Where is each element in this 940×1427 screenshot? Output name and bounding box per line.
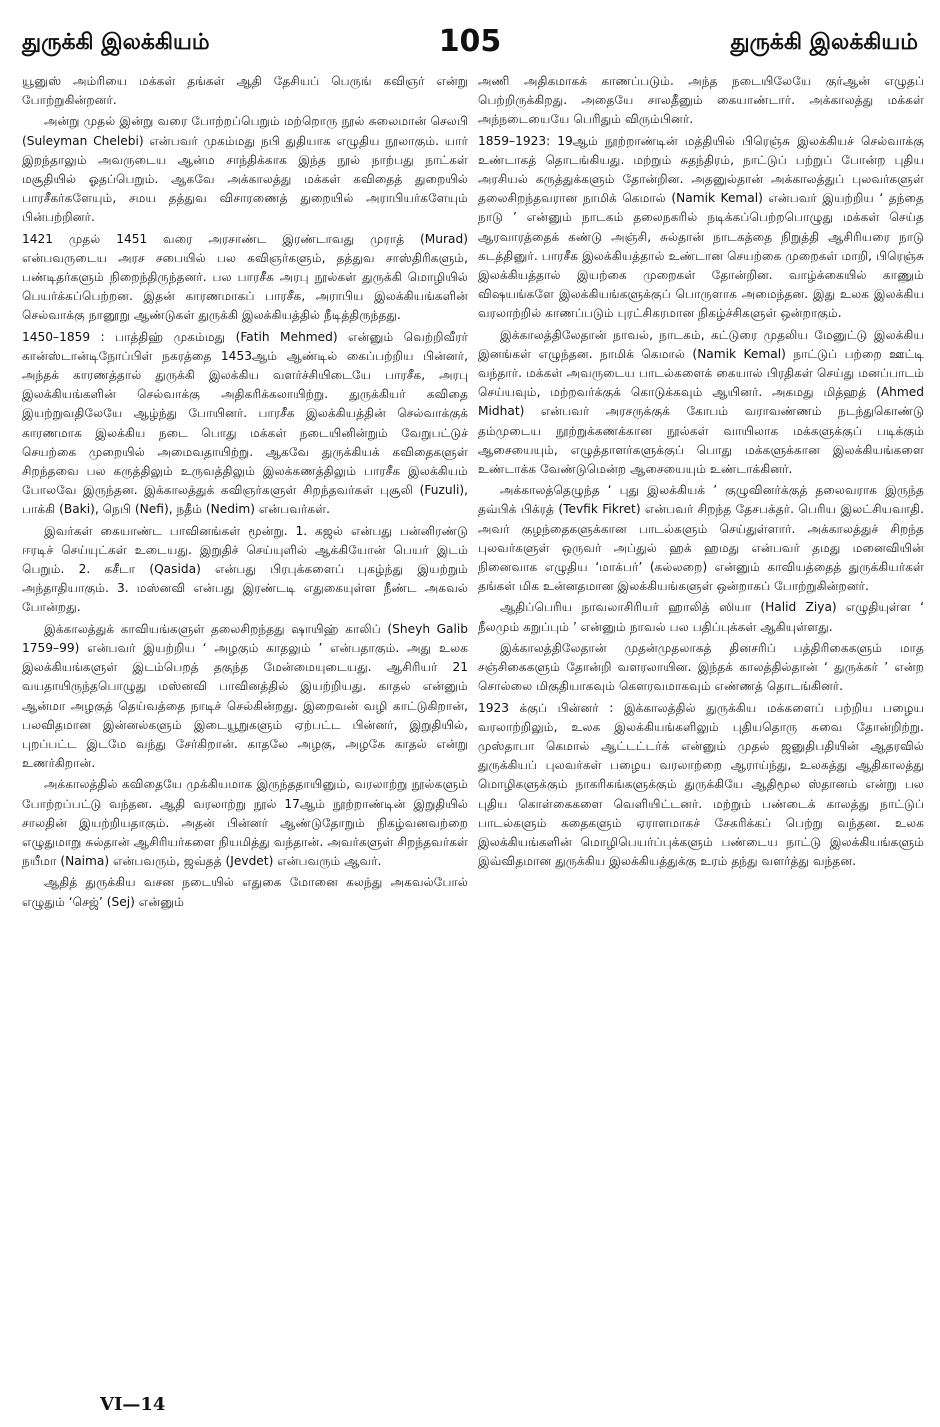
left-column <box>22 72 468 1372</box>
page-header <box>22 24 918 64</box>
paragraph: ஆதிப்பெரிய நாவலாசிரியர் ஹாலித் ஸியா (Halid Ziya) எழுதியுள்ள ‘ நீலமும் கறுப்பும் ’ என்னும் நாவல் பல பதிப்புக்கள் ஆகியுள்ளது. <box>478 600 924 634</box>
paragraph: 1450–1859 : பாத்திஹ் முகம்மது (Fatih Mehmed) என்னும் வெற்றிவீரர் கான்ஸ்டான்டிநோப்பிள் நகரத்தை 1453ஆம் ஆண்டில் கைப்பற்றிய பின்னர், அந்தக் காரணத்தால் துருக்கி இலக்கிய வளர்ச்சியிடையே பாரசீக, அரபு இலக்கியங்களின் செல்வாக்கு அதிகரிக்கலாயிற்று. துருக்கியர் கவிதை இயற்றுவதிலேயே ஆழ்ந்து போயினர். பாரசீக இலக்கியத்தின் செல்வாக்குக் காரணமாக இலக்கிய நடை பொது மக்கள் நடையினின்றும் வேறுபட்டுச் செயற்கை முறையில் அமைவதாயிற்று. ஆகவே துருக்கியக் கவிதைகளுள் சிறந்தவை பல கருத்திலும் உருவத்திலும் இலக்கணத்திலும் பாரசீக இலக்கியம் போலவே இருந்தன. இக்காலத்துக் கவிஞர்களுள் சிறந்தவர்கள் புசூலி (Fuzuli), பாக்கி (Baki), நெபி (Nefi), நதீம் (Nedim) என்பவர்கள். <box>22 329 468 517</box>
running-title-left: துருக்கி இலக்கியம் <box>22 30 210 55</box>
paragraph: அக்காலத்தில் கவிதையே முக்கியமாக இருந்ததாயினும், வரலாற்று நூல்களும் போற்றப்பட்டு வந்தன. ஆதி வரலாற்று நூல் 17ஆம் நூற்றாண்டின் இறுதியில் சாலதின் இயற்றியதாகும். அதன் பின்னர் ஆண்டுதோறும் நிகழ்வனவற்றை எழுதுமாறு சுல்தான் ஆசிரியர்களை நியமித்து வந்தான். அவர்களுள் சிறந்தவர்கள் நயீமா (Naima) என்பவரும், ஜவ்தத் (Jevdet) என்பவரும் ஆவர். <box>22 777 468 869</box>
right-column <box>478 72 924 1372</box>
paragraph: அணி அதிகமாகக் காணப்படும். அந்த நடையிலேயே குர்ஆன் எழுதப் பெற்றிருக்கிறது. அதையே சாலதீனும் கையாண்டார். அக்காலத்து மக்கள் அந்நடையையே பெரிதும் விரும்பினர். <box>478 74 924 127</box>
paragraph: யூனுஸ் அம்ரியை மக்கள் தங்கள் ஆதி தேசியப் பெருங் கவிஞர் என்று போற்றுகின்றனர். <box>22 74 468 108</box>
paragraph: 1421 முதல் 1451 வரை அரசாண்ட இரண்டாவது முராத் (Murad) என்பவருடைய அரச சபையில் பல கவிஞர்களும், தத்துவ சாஸ்திரிகளும், பண்டிதர்களும் நிறைந்திருந்தனர். பல பாரசீக அரபு நூல்கள் துருக்கி மொழியில் பெயர்க்கப்பெற்றன. இதன் காரணமாகப் பாரசீக, அராபிய இலக்கியங்களின் செல்வாக்கு நானூறு ஆண்டுகள் துருக்கி இலக்கியத்தில் நீடித்திருந்தது. <box>22 231 468 323</box>
paragraph: இக்காலத்திலேதான் நாவல், நாடகம், கட்டுரை முதலிய மேனுட்டு இலக்கிய இனங்கள் எழுந்தன. நாமிக் கெமால் (Namik Kemal) நாட்டுப் பற்றை ஊட்டி வந்தார். மக்கள் அவருடைய பாடல்களைக் கையால் பிரதிகள் செய்து மனப்பாடம் செய்யவும், மற்றவர்க்குக் கொடுக்கவும் ஆயினர். அகமது மித்ஹத் (Ahmed Midhat) என்பவர் அரசருக்குக் கோபம் வராவண்ணம் நடந்துகொண்டு தம்முடைய நூற்றுக்கணக்கான நூல்கள் வாயிலாக மக்களுக்குப் படிக்கும் ஆசையையும், எழுத்தாளர்களுக்குப் பொது மக்களுக்கான இலக்கியங்களை உண்டாக்க வேண்டுமென்ற ஆசையையும் உண்டாக்கினர். <box>478 327 924 477</box>
paragraph: ஆதித் துருக்கிய வசன நடையில் எதுகை மோனை கலந்து அகவல்போல் எழுதும் ‘செஜ்’ (Sej) என்னும் <box>22 875 468 909</box>
paragraph: 1923 க்குப் பின்னர் : இக்காலத்தில் துருக்கிய மக்களைப் பற்றிய பழைய வரலாற்றிலும், உலக இலக்கியங்களிலும் புதியதொரு சுவை தோன்றிற்று. முஸ்தாபா கெமால் ஆட்டட்டர்க் என்னும் முதல் ஜனுதிபதியின் ஆதரவில் துருக்கியப் புலவர்கள் பழைய வரலாற்றை ஆராய்ந்து, உலகத்து ஆதிகாலத்து மொழிகளுக்கும் நாகரிகங்களுக்கும் துருக்கியே ஆதிமூல ஸ்தானம் என்று பல புதிய கொள்கைகளை வெளியிட்டனர். மற்றும் பண்டைக் காலத்து நாட்டுப் பாடல்களும் கதைகளும் ஏராளமாகச் சேகரிக்கப் பெற்று வந்தன. உலக இலக்கியங்களின் மொழிபெயர்ப்புக்களும் பண்டைய நாட்டு இலக்கியங்களும் இவ்விதமான துருக்கிய இலக்கியத்துக்கு உரம் தந்து வளர்த்து வந்தன. <box>478 700 924 869</box>
page-number: 105 <box>438 24 502 59</box>
paragraph: அக்காலத்தெழுந்த ‘ புது இலக்கியக் ’ குழுவினர்க்குத் தலைவராக இருந்த தவ்பிக் பிக்ரத் (Tevfik Fikret) என்பவர் சிறந்த தேசபக்தர். பெரிய இலட்சியவாதி. அவர் குழந்தைகளுக்கான பாடல்களும் செய்துள்ளார். அக்காலத்துச் சிறந்த புலவர்களுள் ஒருவர் அப்துல் ஹக் ஹமது என்பவர் தமது மனைவியின் நினைவாக எழுதிய ‘மாக்பர்’ (கல்லறை) என்னும் காவியத்தைத் துருக்கியர்கள் தங்கள் மிக உன்னதமான இலக்கியங்களுள் ஒன்றாகப் போற்றுகின்றனர். <box>478 483 924 594</box>
paragraph: 1859–1923: 19ஆம் நூற்றாண்டின் மத்தியில் பிரெஞ்சு இலக்கியச் செல்வாக்கு உண்டாகத் தொடங்கியது. மற்றும் சுதந்திரம், நாட்டுப் பற்றுப் போன்ற புதிய அரசியல் கருத்துக்களும் தோன்றின. அதனுல்தான் அக்காலத்துப் புலவர்களுள் தலைசிறந்தவரான நாமிக் கெமால் (Namik Kemal) என்பவர் இயற்றிய ‘ தந்தை நாடு ’ என்னும் நாடகம் தலைநகரில் நடிக்கப்பெற்றபொழுது மக்கள் செய்த ஆரவாரத்தைக் கண்டு அஞ்சி, சுல்தான் நாடகத்தை நிறுத்தி ஆசிரியரை நாடு கடத்தினுர். பாரசீக இலக்கியத்தால் உண்டான செயற்கை முறைகள் மாறி, பிரெஞ்சு இலக்கியத்தால் இயற்கை முறைகள் தோன்றின. வாழ்க்கையில் காணும் விஷயங்களே இலக்கியங்களுக்குப் பொருளாக அமைந்தன. இது உலக இலக்கிய வரலாற்றில் காணப்படும் புரட்சிகரமான நிகழ்ச்சிகளுள் ஒன்றாகும். <box>478 133 924 321</box>
running-title-right: துருக்கி இலக்கியம் <box>730 30 918 55</box>
paragraph: அன்று முதல் இன்று வரை போற்றப்பெறும் மற்றொரு நூல் சுலைமான் செலபி (Suleyman Chelebi) என்பவர் முகம்மது நபி துதியாக எழுதிய நூலாகும். யார் இறந்தாலும் அவருடைய ஆன்ம சாந்திக்காக இந்த நூல் நாற்பது நாட்கள் மசூதியில் ஓதப்பெறும். ஆகவே அக்காலத்து மக்கள் கவிதைத் துறையில் பாரசீகர்களேயும், சமய தத்துவ விசாரணைத் துறையில் அராபியர்களேயும் பின்பற்றினர். <box>22 114 468 225</box>
paragraph: இவர்கள் கையாண்ட பாவினங்கள் மூன்று. 1. கஜல் என்பது பன்னிரண்டு ஈரடிச் செய்யுட்கள் உடையது. இறுதிச் செய்யுளில் ஆக்கியோன் பெயர் இடம் பெறும். 2. கசீடா (Qasida) என்பது பிரபுக்களைப் புகழ்ந்து இயற்றும் அந்தாதியாகும். 3. மஸ்னவி என்பது இரண்டடி எதுகையுள்ள நீண்ட அகவல் போன்றது. <box>22 523 468 615</box>
signature-mark: VI—14 <box>100 1394 166 1415</box>
paragraph: இக்காலத்திலேதான் முதன்முதலாகத் தினசரிப் பத்திரிகைகளும் மாத சஞ்சிகைகளும் தோன்றி வளரலாயின. இந்தக் காலத்தில்தான் ‘ துருக்கர் ’ என்ற சொல்லை மிகுதியாகவும் கௌரவமாகவும் எண்ணத் தொடங்கினர். <box>478 640 924 694</box>
paragraph: இக்காலத்துக் காவியங்களுள் தலைசிறந்தது ஷாயிஹ் காலிப் (Sheyh Galib 1759–99) என்பவர் இயற்றிய ‘ அழகும் காதலும் ’ என்பதாகும். அது உலக இலக்கியங்களுள் இடம்பெறத் தகுந்த மேன்மையுடையது. ஆசிரியர் 21 வயதாயிருந்தபொழுது மஸ்னவி பாவினத்தில் இயற்றியது. காதல் என்னும் ஆன்மா அழகுத் தெய்வத்தை நாடிச் செல்கின்றது. இறைவன் வழி காட்டுகிறான், பலவிதமான இன்னல்களும் இடையூறுகளும் ஏற்பட்ட பின்னர், இறுதியில், புறப்பட்ட இடமே வந்து சேர்கிறான். காதலே அழகு, அழகே காதல் என்று உணர்கிறான். <box>22 621 468 771</box>
